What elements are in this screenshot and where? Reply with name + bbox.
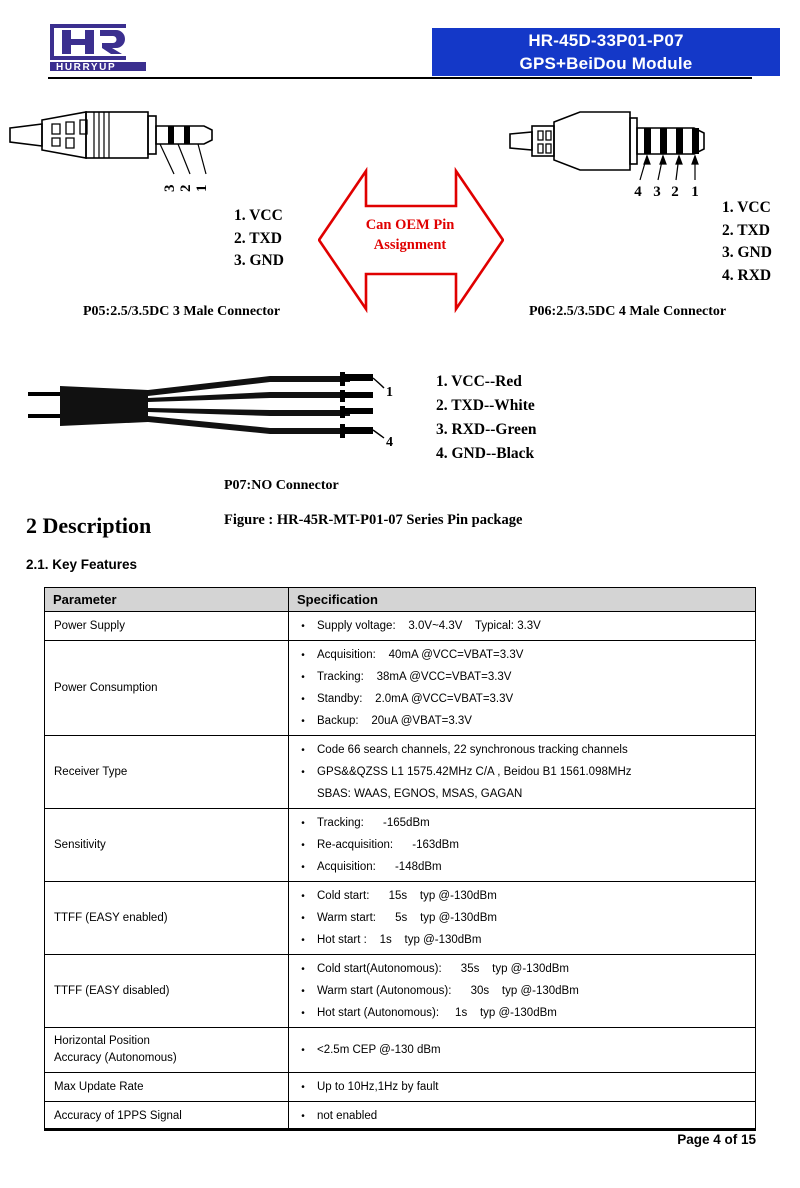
specification-item xyxy=(289,856,755,878)
specification-item xyxy=(289,958,755,980)
specification-list xyxy=(289,1076,755,1098)
bullet-icon: • xyxy=(301,649,305,661)
parameter-line: Power Consumption xyxy=(54,681,158,694)
p06-pin-3: 3. GND xyxy=(722,244,772,261)
p06-pin-4: 4. RXD xyxy=(722,266,772,284)
p06-pin-number-4: 4 xyxy=(634,184,642,200)
specification-text: SBAS: WAAS, EGNOS, MSAS, GAGAN xyxy=(317,787,523,800)
parameter-line: TTFF (EASY disabled) xyxy=(54,984,170,997)
cell-parameter xyxy=(45,1073,289,1102)
column-header-specification: Specification xyxy=(289,588,756,612)
table-row xyxy=(45,641,756,736)
specification-item xyxy=(289,1105,755,1127)
wire-legend-4: 4. GND--Black xyxy=(436,445,535,462)
cell-specification xyxy=(289,955,756,1028)
specification-item xyxy=(289,644,755,666)
p06-pin-1: 1. VCC xyxy=(722,199,771,216)
parameter-line: Accuracy (Autonomous) xyxy=(54,1052,177,1064)
specification-item xyxy=(289,907,755,929)
p07-pin-number-4: 4 xyxy=(386,435,393,450)
section-title-key-features: 2.1. Key Features xyxy=(26,557,138,572)
bullet-icon: • xyxy=(301,890,305,902)
table-header-row xyxy=(45,588,756,612)
table-row xyxy=(45,736,756,809)
p05-pin-list xyxy=(234,205,284,273)
bullet-icon: • xyxy=(301,715,305,727)
specification-text: GPS&&QZSS L1 1575.42MHz C/A , Beidou B1 1561.098MHz xyxy=(317,765,632,778)
specification-text: Tracking: 38mA @VCC=VBAT=3.3V xyxy=(317,670,512,683)
specification-text: Standby: 2.0mA @VCC=VBAT=3.3V xyxy=(317,692,514,705)
specification-text: Cold start(Autonomous): 35s typ @-130dBm xyxy=(317,962,570,975)
specification-text: Hot start : 1s typ @-130dBm xyxy=(317,933,482,946)
specification-list xyxy=(289,615,755,637)
specification-item xyxy=(289,1076,755,1098)
specification-list xyxy=(289,739,755,805)
figure-caption: Figure : HR-45R-MT-P01-07 Series Pin package xyxy=(224,512,523,528)
cell-specification xyxy=(289,641,756,736)
p05-pin-number-2: 2 xyxy=(178,184,194,192)
specification-text: Warm start (Autonomous): 30s typ @-130dBm xyxy=(317,984,579,997)
specification-list xyxy=(289,885,755,951)
bullet-icon: • xyxy=(301,744,305,756)
logo-wordmark: HURRYUP xyxy=(56,62,117,73)
cell-specification xyxy=(289,736,756,809)
specification-text: Backup: 20uA @VBAT=3.3V xyxy=(317,714,472,727)
bullet-icon: • xyxy=(301,671,305,683)
p05-connector-drawing xyxy=(8,100,238,215)
bullet-icon: • xyxy=(301,1110,305,1122)
bullet-icon: • xyxy=(301,839,305,851)
cell-parameter xyxy=(45,612,289,641)
bullet-icon: • xyxy=(301,985,305,997)
oem-text-line-1: Can OEM Pin xyxy=(365,217,455,233)
specification-text: not enabled xyxy=(317,1109,378,1122)
specification-text: Re-acquisition: -163dBm xyxy=(317,838,459,851)
p07-cable-drawing xyxy=(20,364,410,461)
p05-pin-number-3: 3 xyxy=(162,184,178,192)
bullet-icon: • xyxy=(301,861,305,873)
specification-list xyxy=(289,812,755,878)
specification-item xyxy=(289,929,755,951)
p05-pin-3: 3. GND xyxy=(234,252,284,269)
specification-item xyxy=(289,834,755,856)
cell-specification xyxy=(289,1073,756,1102)
p07-pin-number-1: 1 xyxy=(386,385,393,400)
specification-list xyxy=(289,1039,755,1061)
specification-text: Tracking: -165dBm xyxy=(317,816,430,829)
cell-specification xyxy=(289,882,756,955)
cell-parameter xyxy=(45,1102,289,1131)
specification-text: Supply voltage: 3.0V~4.3V Typical: 3.3V xyxy=(317,619,541,632)
specification-item xyxy=(289,783,755,805)
table-row xyxy=(45,612,756,641)
parameter-line: Max Update Rate xyxy=(54,1080,144,1093)
specification-item xyxy=(289,980,755,1002)
p07-caption: P07:NO Connector xyxy=(224,478,339,493)
wire-legend-1: 1. VCC--Red xyxy=(436,373,522,390)
bullet-icon: • xyxy=(301,963,305,975)
parameter-line: Horizontal Position xyxy=(54,1035,150,1047)
key-features-table xyxy=(44,587,756,1131)
cell-parameter xyxy=(45,955,289,1028)
wire-color-legend xyxy=(436,370,536,466)
bullet-icon: • xyxy=(301,766,305,778)
bullet-icon: • xyxy=(301,934,305,946)
specification-list xyxy=(289,644,755,732)
specification-item xyxy=(289,666,755,688)
specification-text: Acquisition: 40mA @VCC=VBAT=3.3V xyxy=(317,648,524,661)
bullet-icon: • xyxy=(301,1044,305,1056)
specification-item xyxy=(289,615,755,637)
p05-pin-number-1: 1 xyxy=(194,184,210,192)
page-header xyxy=(0,0,800,78)
company-logo xyxy=(48,22,168,74)
banner-line-1: HR-45D-33P01-P07 xyxy=(528,31,684,50)
specification-list xyxy=(289,958,755,1024)
product-title-banner xyxy=(432,28,780,76)
p06-caption: P06:2.5/3.5DC 4 Male Connector xyxy=(529,304,727,319)
bullet-icon: • xyxy=(301,693,305,705)
table-row xyxy=(45,1102,756,1131)
parameter-line: Accuracy of 1PPS Signal xyxy=(54,1109,182,1122)
wire-legend-2: 2. TXD--White xyxy=(436,397,535,414)
specification-text: Acquisition: -148dBm xyxy=(317,860,442,873)
parameter-line: Sensitivity xyxy=(54,838,106,851)
specification-text: Cold start: 15s typ @-130dBm xyxy=(317,889,497,902)
cell-specification xyxy=(289,809,756,882)
parameter-line: TTFF (EASY enabled) xyxy=(54,911,168,924)
p06-pin-number-3: 3 xyxy=(653,184,661,200)
wire-legend-3: 3. RXD--Green xyxy=(436,421,537,438)
cell-parameter xyxy=(45,809,289,882)
section-title-description: 2 Description xyxy=(26,513,152,538)
specification-item xyxy=(289,761,755,783)
cell-specification xyxy=(289,1102,756,1131)
page-number: Page 4 of 15 xyxy=(677,1132,756,1147)
specification-item xyxy=(289,1039,755,1061)
cell-parameter xyxy=(45,736,289,809)
bullet-icon: • xyxy=(301,1081,305,1093)
banner-line-2: GPS+BeiDou Module xyxy=(519,54,693,73)
bullet-icon: • xyxy=(301,817,305,829)
specification-text: Code 66 search channels, 22 synchronous tracking channels xyxy=(317,743,628,756)
bullet-icon: • xyxy=(301,912,305,924)
p06-pin-number-2: 2 xyxy=(671,184,679,200)
table-row xyxy=(45,882,756,955)
bullet-icon: • xyxy=(301,1007,305,1019)
cell-specification xyxy=(289,1028,756,1073)
specification-text: Up to 10Hz,1Hz by fault xyxy=(317,1080,439,1093)
p06-pin-list xyxy=(722,197,772,287)
oem-pin-assignment-text xyxy=(340,215,480,255)
p06-connector-drawing xyxy=(508,104,728,215)
specification-item xyxy=(289,710,755,732)
table-row xyxy=(45,809,756,882)
cell-specification xyxy=(289,612,756,641)
specification-item xyxy=(289,688,755,710)
table-row xyxy=(45,1028,756,1073)
cell-parameter xyxy=(45,882,289,955)
column-header-parameter: Parameter xyxy=(45,588,289,612)
specification-text: <2.5m CEP @-130 dBm xyxy=(317,1043,441,1056)
specification-text: Warm start: 5s typ @-130dBm xyxy=(317,911,497,924)
p06-pin-number-1: 1 xyxy=(691,184,699,200)
specification-item xyxy=(289,885,755,907)
p05-pin-2: 2. TXD xyxy=(234,229,282,247)
cell-parameter xyxy=(45,641,289,736)
specification-item xyxy=(289,739,755,761)
specification-text: Hot start (Autonomous): 1s typ @-130dBm xyxy=(317,1006,557,1019)
p05-caption: P05:2.5/3.5DC 3 Male Connector xyxy=(83,304,281,319)
bullet-icon: • xyxy=(301,620,305,632)
parameter-line: Power Supply xyxy=(54,619,125,632)
specification-item xyxy=(289,1002,755,1024)
specification-list xyxy=(289,1105,755,1127)
oem-text-line-2: Assignment xyxy=(373,237,447,253)
parameter-line: Receiver Type xyxy=(54,765,128,778)
table-row xyxy=(45,955,756,1028)
p06-pin-2: 2. TXD xyxy=(722,221,770,239)
table-row xyxy=(45,1073,756,1102)
specification-item xyxy=(289,812,755,834)
footer-divider xyxy=(44,1128,756,1130)
cell-parameter xyxy=(45,1028,289,1073)
p05-pin-1: 1. VCC xyxy=(234,207,283,224)
